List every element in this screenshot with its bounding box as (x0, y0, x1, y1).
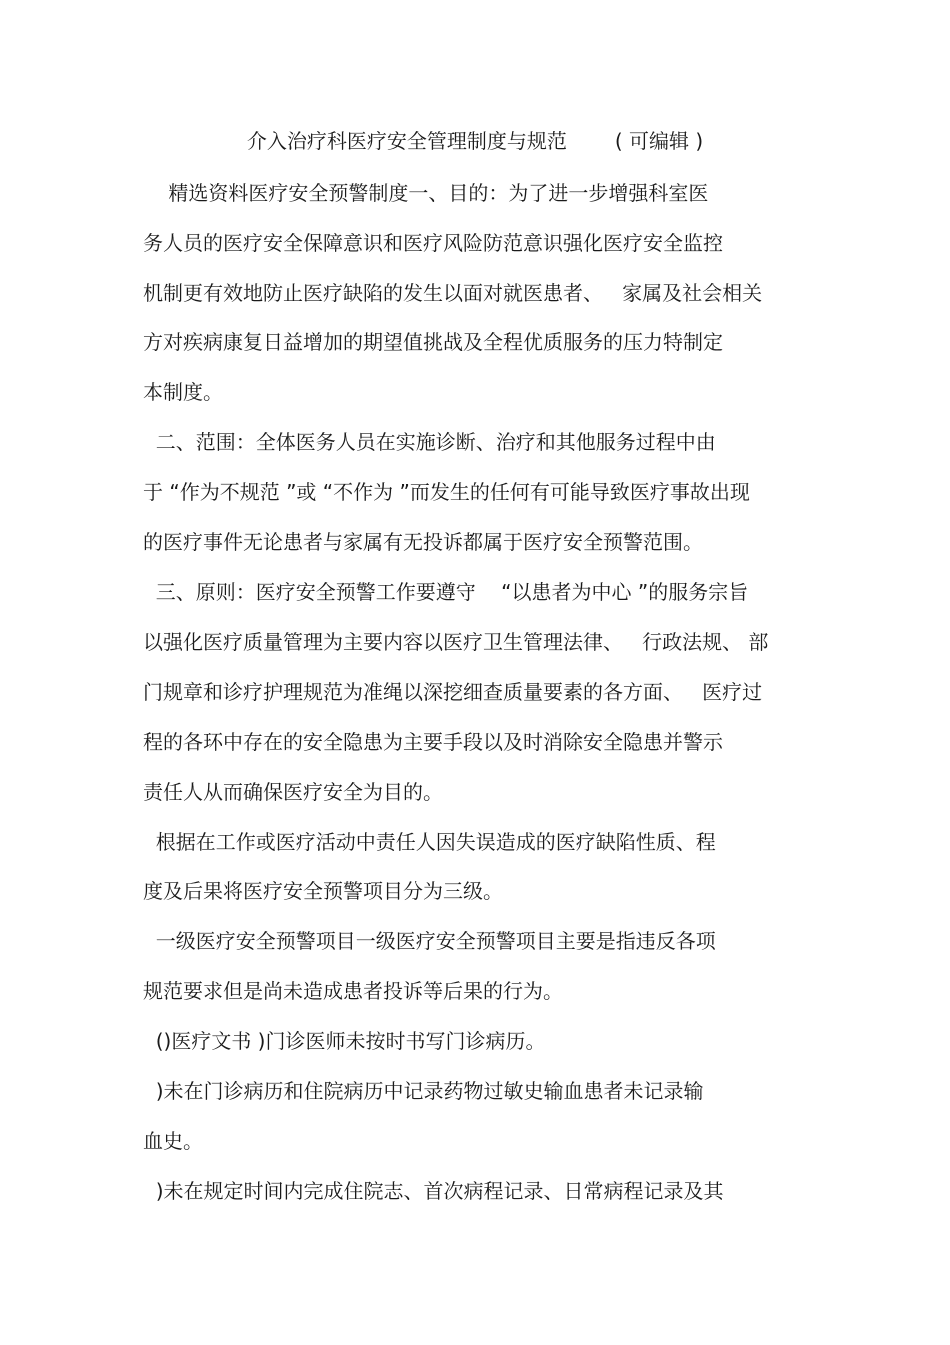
body-line: 三、原则：医疗安全预警工作要遵守 “以患者为中心 ”的服务宗旨 (143, 580, 749, 604)
body-line: 度及后果将医疗安全预警项目分为三级。 (143, 879, 503, 903)
body-line: 规范要求但是尚未造成患者投诉等后果的行为。 (143, 979, 563, 1003)
body-line: 于 “作为不规范 ”或 “不作为 ”而发生的任何有可能导致医疗事故出现 (143, 480, 750, 504)
body-line: 二、范围：全体医务人员在实施诊断、治疗和其他服务过程中由 (143, 430, 716, 454)
document-title (0, 127, 950, 155)
body-line: 程的各环中存在的安全隐患为主要手段以及时消除安全隐患并警示 (143, 730, 723, 754)
body-line: ()医疗文书 )门诊医师未按时书写门诊病历。 (143, 1029, 546, 1053)
body-line: 方对疾病康复日益增加的期望值挑战及全程优质服务的压力特制定 (143, 330, 723, 354)
title-text: 介入治疗科医疗安全管理制度与规范 (246, 129, 567, 153)
body-line: 以强化医疗质量管理为主要内容以医疗卫生管理法律、 行政法规、 部 (143, 630, 769, 654)
body-line: 机制更有效地防止医疗缺陷的发生以面对就医患者、 家属及社会相关 (143, 281, 763, 305)
body-line: 门规章和诊疗护理规范为准绳以深挖细查质量要素的各方面、 医疗过 (143, 680, 763, 704)
body-line: 责任人从而确保医疗安全为目的。 (143, 780, 443, 804)
title-suffix: ( 可编辑 ) (614, 129, 704, 153)
body-line: 精选资料医疗安全预警制度一、目的：为了进一步增强科室医 (143, 181, 709, 205)
body-line: 的医疗事件无论患者与家属有无投诉都属于医疗安全预警范围。 (143, 530, 703, 554)
body-line: )未在规定时间内完成住院志、首次病程记录、日常病程记录及其 (143, 1179, 724, 1203)
body-line: )未在门诊病历和住院病历中记录药物过敏史输血患者未记录输 (143, 1079, 704, 1103)
body-line: 血史。 (143, 1129, 203, 1153)
body-line: 根据在工作或医疗活动中责任人因失误造成的医疗缺陷性质、程 (143, 830, 716, 854)
body-line: 一级医疗安全预警项目一级医疗安全预警项目主要是指违反各项 (143, 929, 716, 953)
body-line: 务人员的医疗安全保障意识和医疗风险防范意识强化医疗安全监控 (143, 231, 723, 255)
body-line: 本制度。 (143, 380, 223, 404)
